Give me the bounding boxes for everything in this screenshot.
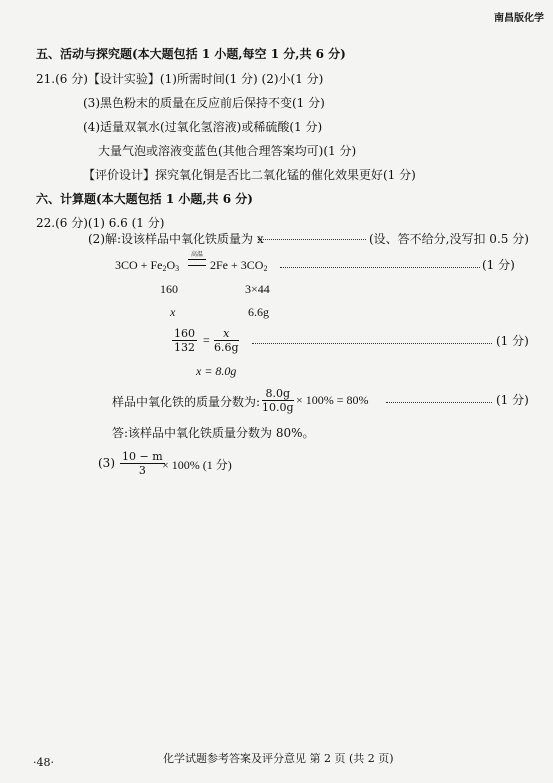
fraction-den: 10.0g (262, 401, 294, 414)
footer-title: 化学试题参考答案及评分意见 第 2 页 (共 2 页) (163, 752, 394, 765)
score-fraction: (1 分) (496, 393, 529, 407)
ratio-fraction-1 (172, 327, 197, 354)
equation-condition: 高温 (190, 251, 203, 258)
fraction-label: 样品中氧化铁的质量分数为: (112, 395, 261, 409)
fraction-num: 8.0g (262, 387, 294, 401)
equation-sign (188, 259, 206, 266)
ratio-num2: x (214, 327, 239, 341)
q3-fraction (120, 450, 165, 477)
q3-tail: × 100% (1 分) (162, 458, 232, 472)
ratio-den1: 132 (174, 341, 195, 354)
ratio-den2: 6.6g (214, 341, 239, 354)
q3-den: 3 (138, 464, 146, 477)
dotted-leader (386, 402, 492, 403)
q22-line1: 22.(6 分)(1) 6.6 (1 分) (36, 216, 165, 230)
dotted-leader (280, 267, 480, 268)
ratio-num1: 160 (174, 327, 195, 340)
unknown-x: x (170, 305, 176, 319)
molar-mass-co2: 3×44 (245, 282, 270, 296)
co2-mass: 6.6g (248, 305, 269, 319)
equation-left: $3CO + Fe_2O_3$ (115, 258, 180, 273)
q3-num: 10 − m (122, 450, 163, 463)
answer-line: 答:该样品中氧化铁质量分数为 80%。 (112, 426, 315, 440)
q21-line2: (3)黑色粉末的质量在反应前后保持不变(1 分) (83, 96, 325, 110)
score-ratio: (1 分) (496, 334, 529, 348)
ratio-equals: = (203, 333, 210, 347)
header-tag: 南昌版化学 (494, 13, 544, 24)
ratio-fraction-2 (214, 327, 239, 354)
q21-line4: 大量气泡或溶液变蓝色(其他合理答案均可)(1 分) (98, 144, 357, 158)
dotted-leader (258, 239, 366, 240)
equation-right: $2Fe + 3CO_2$ (210, 258, 268, 273)
molar-mass-fe2o3: 160 (160, 282, 178, 296)
x-result: x = 8.0g (196, 364, 237, 378)
mass-fraction (262, 387, 294, 414)
section5-heading: 五、活动与探究题(本大题包括 1 小题,每空 1 分,共 6 分) (36, 47, 346, 61)
q22-line2: (2)解:设该样品中氧化铁质量为 x (88, 232, 264, 246)
score-equation: (1 分) (482, 258, 515, 272)
page-number: ·48· (33, 756, 54, 769)
section6-heading: 六、计算题(本大题包括 1 小题,共 6 分) (36, 192, 253, 206)
dotted-leader (252, 343, 492, 344)
q22-line2-note: (设、答不给分,没写扣 0.5 分) (369, 232, 529, 246)
q21-line3: (4)适量双氧水(过氧化氢溶液)或稀硫酸(1 分) (83, 120, 323, 134)
q21-line5: 【评价设计】探究氧化铜是否比二氧化锰的催化效果更好(1 分) (83, 168, 416, 182)
fraction-tail: × 100% = 80% (296, 393, 369, 407)
q21-line1: 21.(6 分)【设计实验】(1)所需时间(1 分) (2)小(1 分) (36, 72, 324, 86)
q3-label: (3) (98, 456, 115, 470)
